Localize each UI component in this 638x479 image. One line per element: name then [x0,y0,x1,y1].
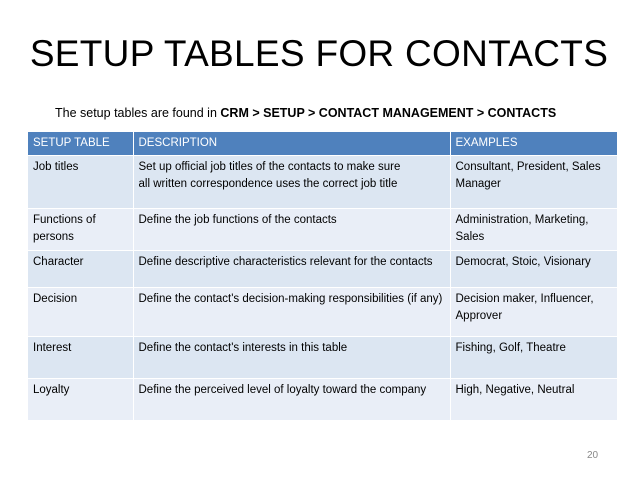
cell-description: Define the job functions of the contacts [133,209,450,251]
cell-examples: Democrat, Stoic, Visionary [450,251,617,288]
cell-description: Define descriptive characteristics relevant for the contacts [133,251,450,288]
cell-setup-table: Functions of persons [28,209,133,251]
subtitle-prefix: The setup tables are found in [55,106,221,120]
cell-setup-table: Interest [28,337,133,379]
cell-examples: Decision maker, Influencer, Approver [450,288,617,337]
page-title: SETUP TABLES FOR CONTACTS [29,33,609,74]
subtitle [55,105,556,121]
cell-examples: Fishing, Golf, Theatre [450,337,617,379]
table-row [28,337,617,379]
cell-setup-table: Character [28,251,133,288]
header-examples: EXAMPLES [450,132,617,156]
table-row [28,288,617,337]
table-row [28,251,617,288]
cell-description: Set up official job titles of the contacts to make sure all written correspondence uses the correct job title [133,156,450,209]
cell-examples: Consultant, President, Sales Manager [450,156,617,209]
page-number: 20 [587,450,599,461]
cell-examples: High, Negative, Neutral [450,379,617,420]
header-description: DESCRIPTION [133,132,450,156]
cell-setup-table: Job titles [28,156,133,209]
cell-description: Define the contact's interests in this table [133,337,450,379]
table-row [28,156,617,209]
cell-setup-table: Loyalty [28,379,133,420]
table-row [28,379,617,420]
cell-description: Define the perceived level of loyalty toward the company [133,379,450,420]
setup-tables-table [28,132,617,420]
table-row [28,209,617,251]
cell-examples: Administration, Marketing, Sales [450,209,617,251]
table-header-row [28,132,617,156]
subtitle-path: CRM > SETUP > CONTACT MANAGEMENT > CONTACTS [220,106,557,120]
header-setup-table: SETUP TABLE [28,132,133,156]
cell-description: Define the contact's decision-making responsibilities (if any) [133,288,450,337]
cell-setup-table: Decision [28,288,133,337]
